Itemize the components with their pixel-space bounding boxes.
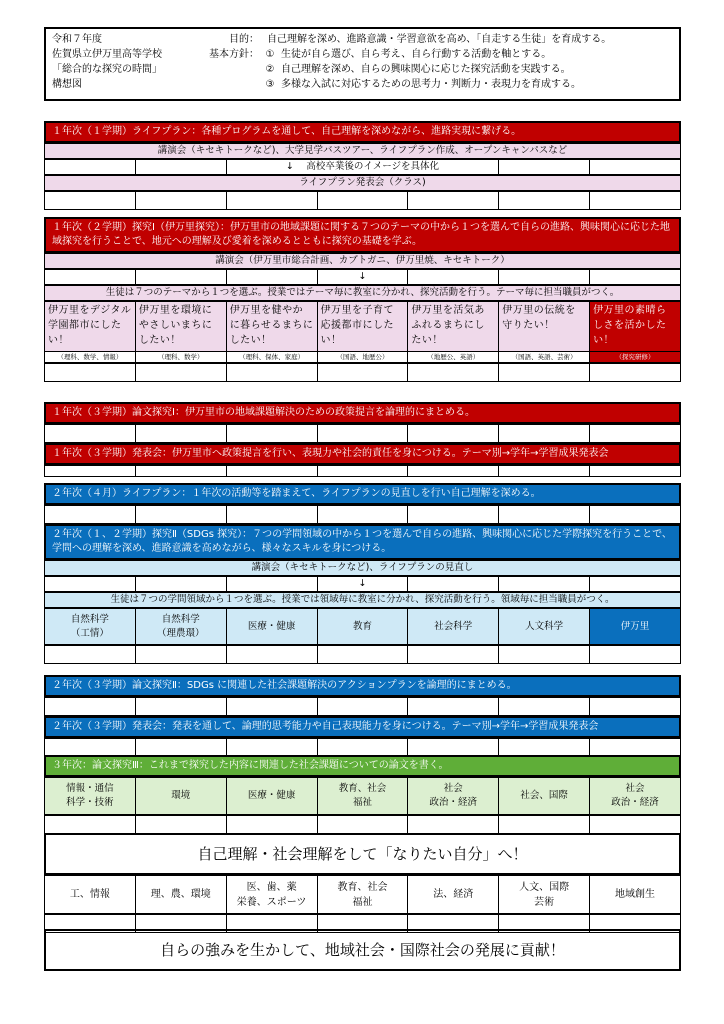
year3-title: ３年次：論文探究Ⅲ：これまで探究した内容に関連した社会課題についての論文を書く。 <box>44 755 681 777</box>
year2-terms-title: ２年次（１、２学期）探究Ⅱ（SDGs 探究）：７つの学問領域の中から１つを選んで自らの進路、興味関心に応じた学際探究を行うことで、学問への理解を深め、進路意識を高めながら、様々なスキルを身につける。 <box>44 524 681 560</box>
theme-greatness: 伊万里の素晴らしさを活かしたい！ <box>590 302 681 352</box>
policy-text-2: 自己理解を深め、自らの興味関心に応じた探究活動を実践する。 <box>281 64 571 75</box>
down-arrow: ↓ <box>317 577 408 592</box>
dest-medicine: 医、歯、薬 栄養、スポーツ <box>226 876 317 914</box>
year1-term3-presentation: １年次（３学期）発表会：伊万里市へ政策提言を行い、表現力や社会的責任を身につける。テーマ別→学年→学習成果発表会 <box>44 443 681 465</box>
year1-term1-programs: 講演会（キセキトークなど)、大学見学バスツアー、ライフプラン作成、オープンキャンパスなど <box>45 144 681 159</box>
header-school: 佐賀県立伊万里高等学校 <box>52 49 162 60</box>
year2-lecture: 講演会（キセキトークなど)、ライフプランの見直し <box>45 561 681 576</box>
header-plan: 構想図 <box>52 79 82 90</box>
header-subject: 「総合的な探究の時間」 <box>52 64 162 75</box>
policy-num-2: ② <box>265 64 275 75</box>
theme-subjects: （国語、地歴公） <box>317 352 408 363</box>
year3-section <box>44 755 681 834</box>
theme-subjects: （地歴公、英語） <box>408 352 499 363</box>
theme-vitality: 伊万里を活気あふれるまちにしたい！ <box>408 302 499 352</box>
year1-term2-title: １年次（２学期）探究Ⅰ（伊万里探究）：伊万里市の地域課題に関する７つのテーマの中から１つを選んで自らの進路、興味関心に応じた地域探究を行うことで、地元への理解及び愛着を深めるとともに探究の基礎を学ぶ。 <box>44 217 681 253</box>
dest-law: 法、経済 <box>408 876 499 914</box>
theme-tradition: 伊万里の伝統を守りたい！ <box>499 302 590 352</box>
down-arrow: ↓ <box>317 270 408 285</box>
purpose-label: 目的： <box>229 34 259 45</box>
final-goal-section <box>44 929 681 971</box>
goal-self-understanding: 自己理解・社会理解をして「なりたい自分」へ！ <box>45 834 680 874</box>
year1-term2-lecture: 講演会（伊万里市総合計画、カブトガニ、伊万里焼、キセキトーク） <box>45 254 681 269</box>
y3-field-environment: 環境 <box>135 778 226 815</box>
y3-field-politics-2: 社会 政治・経済 <box>590 778 681 815</box>
year2-info: 生徒は７つの学問領域から１つを選ぶ。授業では領域毎に教室に分かれ、探究活動を行う。領域毎に担当職員がつく。 <box>45 593 681 608</box>
year1-term1-title: １年次（１学期）ライフプラン：各種プログラムを通して、自己理解を深めながら、進路実現に繋げる。 <box>44 121 681 143</box>
year2-term3-presentation: ２年次（３学期）発表会：発表を通して、論理的思考能力や自己表現能力を身につける。テーマ別→学年→学習成果発表会 <box>44 716 681 738</box>
policy-num-1: ① <box>265 49 275 60</box>
policy-text-1: 生徒が自ら選び、自ら考え、自ら行動する活動を軸とする。 <box>281 49 552 60</box>
theme-subjects: （理科、数学、情報） <box>45 352 136 363</box>
theme-childcare: 伊万里を子育て応援都市にしたい！ <box>317 302 408 352</box>
y3-field-politics: 社会 政治・経済 <box>408 778 499 815</box>
year1-term2-section <box>44 217 681 382</box>
field-humanities: 人文科学 <box>499 609 590 645</box>
policy-text-3: 多様な入試に対応するための思考力・判断力・表現力を育成する。 <box>281 79 581 90</box>
field-social-science: 社会科学 <box>408 609 499 645</box>
goal-section <box>44 833 681 933</box>
dest-regional: 地域創生 <box>590 876 681 914</box>
year1-term3-thesis: １年次（３学期）論文探究Ⅰ：伊万里市の地域課題解決のための政策提言を論理的にまとめる。 <box>44 402 681 424</box>
year2-april-section <box>44 483 681 524</box>
field-education: 教育 <box>317 609 408 645</box>
year2-term3-section <box>44 675 681 757</box>
year1-term1-image: ↓ 高校卒業後のイメージを具体化 <box>226 160 499 175</box>
theme-environment: 伊万里を環境にやさしいまちにしたい！ <box>135 302 226 352</box>
theme-digital: 伊万里をデジタル学園都市にしたい！ <box>45 302 136 352</box>
header-year: 令和７年度 <box>52 34 102 45</box>
policy-label: 基本方針： <box>209 49 259 60</box>
year1-term1-section <box>44 121 681 210</box>
policy-num-3: ③ <box>265 79 275 90</box>
field-imari: 伊万里 <box>590 609 681 645</box>
year2-terms-section <box>44 524 681 664</box>
field-natural-sci: 自然科学 （理農環） <box>135 609 226 645</box>
year1-term1-presentation: ライフプラン発表会（クラス) <box>45 176 681 191</box>
y3-field-education: 教育、社会 福祉 <box>317 778 408 815</box>
y3-field-international: 社会、国際 <box>499 778 590 815</box>
dest-science: 理、農、環境 <box>135 876 226 914</box>
field-natural-eng: 自然科学 （工情） <box>45 609 136 645</box>
dest-education: 教育、社会 福祉 <box>317 876 408 914</box>
y3-field-medical: 医療・健康 <box>226 778 317 815</box>
field-medical: 医療・健康 <box>226 609 317 645</box>
theme-subjects: （理科、数学） <box>135 352 226 363</box>
theme-subjects: （国語、英語、芸術） <box>499 352 590 363</box>
theme-health: 伊万里を健やかに暮らせるまちにしたい！ <box>226 302 317 352</box>
theme-subjects: （探究研修） <box>590 352 681 363</box>
year2-april-title: ２年次（４月）ライフプラン：１年次の活動等を踏まえて、ライフプランの見直しを行い自己理解を深める。 <box>44 483 681 505</box>
year1-term3-section <box>44 402 681 477</box>
goal-contribution: 自らの強みを生かして、地域社会・国際社会の発展に貢献！ <box>45 930 680 970</box>
header-box <box>44 27 681 101</box>
purpose-text: 自己理解を深め、進路意識・学習意欲を高め、「自走する生徒」を育成する。 <box>267 34 612 45</box>
year2-term3-thesis: ２年次（３学期）論文探究Ⅱ：SDGs に関連した社会課題解決のアクションプランを論理的にまとめる。 <box>44 675 681 697</box>
year1-term2-info: 生徒は７つのテーマから１つを選ぶ。授業ではテーマ毎に教室に分かれ、探究活動を行う。テーマ毎に担当職員がつく。 <box>45 286 681 301</box>
y3-field-info: 情報・通信 科学・技術 <box>45 778 136 815</box>
dest-humanities: 人文、国際 芸術 <box>499 876 590 914</box>
theme-subjects: （理科、保体、家庭） <box>226 352 317 363</box>
dest-engineering: 工、情報 <box>45 876 136 914</box>
